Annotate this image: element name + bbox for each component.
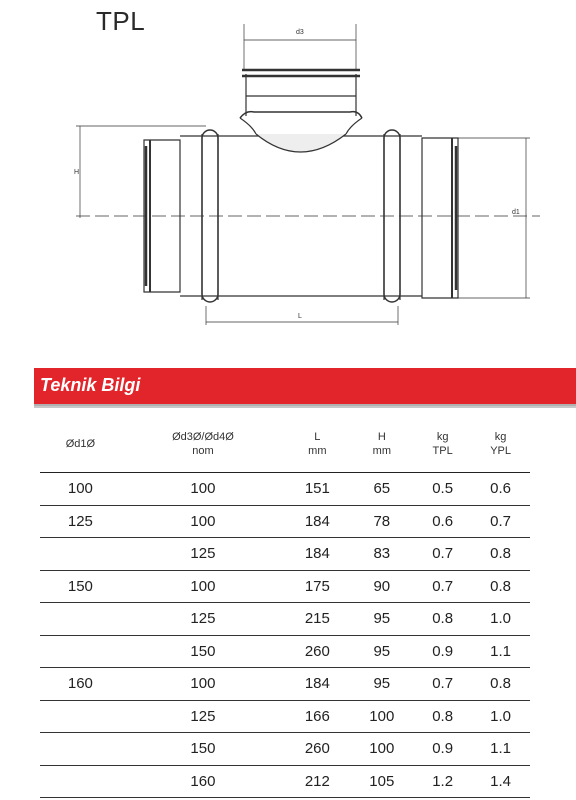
header-kg-ypl: kg YPL — [490, 431, 511, 457]
table-row: 100 100 151 65 0.5 0.6 — [40, 473, 530, 506]
table-row: 150 260 95 0.9 1.1 — [40, 635, 530, 668]
product-title: TPL — [96, 6, 146, 36]
section-title: Teknik Bilgi — [40, 375, 141, 395]
header-kg-tpl: kg TPL — [432, 431, 453, 457]
table-header-row — [40, 416, 530, 473]
table-row: 125 100 184 78 0.6 0.7 — [40, 505, 530, 538]
header-h: H mm — [372, 431, 391, 457]
d1-dimension-label: d1 — [512, 209, 520, 216]
table-row: 125 215 95 0.8 1.0 — [40, 603, 530, 636]
h-dimension-label: H — [74, 169, 80, 176]
technical-data-table — [40, 416, 530, 798]
table-row: 150 100 175 90 0.7 0.8 — [40, 570, 530, 603]
l-dimension-label: L — [298, 313, 302, 320]
header-l: L mm — [308, 431, 327, 457]
table-row: 125 184 83 0.7 0.8 — [40, 538, 530, 571]
table-row: 160 212 105 1.2 1.4 — [40, 765, 530, 798]
d3-dimension-label: d3 — [296, 29, 304, 36]
header-d1: Ød1Ø — [65, 438, 96, 450]
section-banner — [34, 368, 576, 406]
table-row: 125 166 100 0.8 1.0 — [40, 700, 530, 733]
tee-pipe-drawing — [0, 0, 576, 345]
table-row: 160 100 184 95 0.7 0.8 — [40, 668, 530, 701]
table-body — [40, 473, 530, 798]
header-d3-d4: Ød3Ø/Ød4Ø nom — [172, 431, 234, 457]
table-row: 150 260 100 0.9 1.1 — [40, 733, 530, 766]
